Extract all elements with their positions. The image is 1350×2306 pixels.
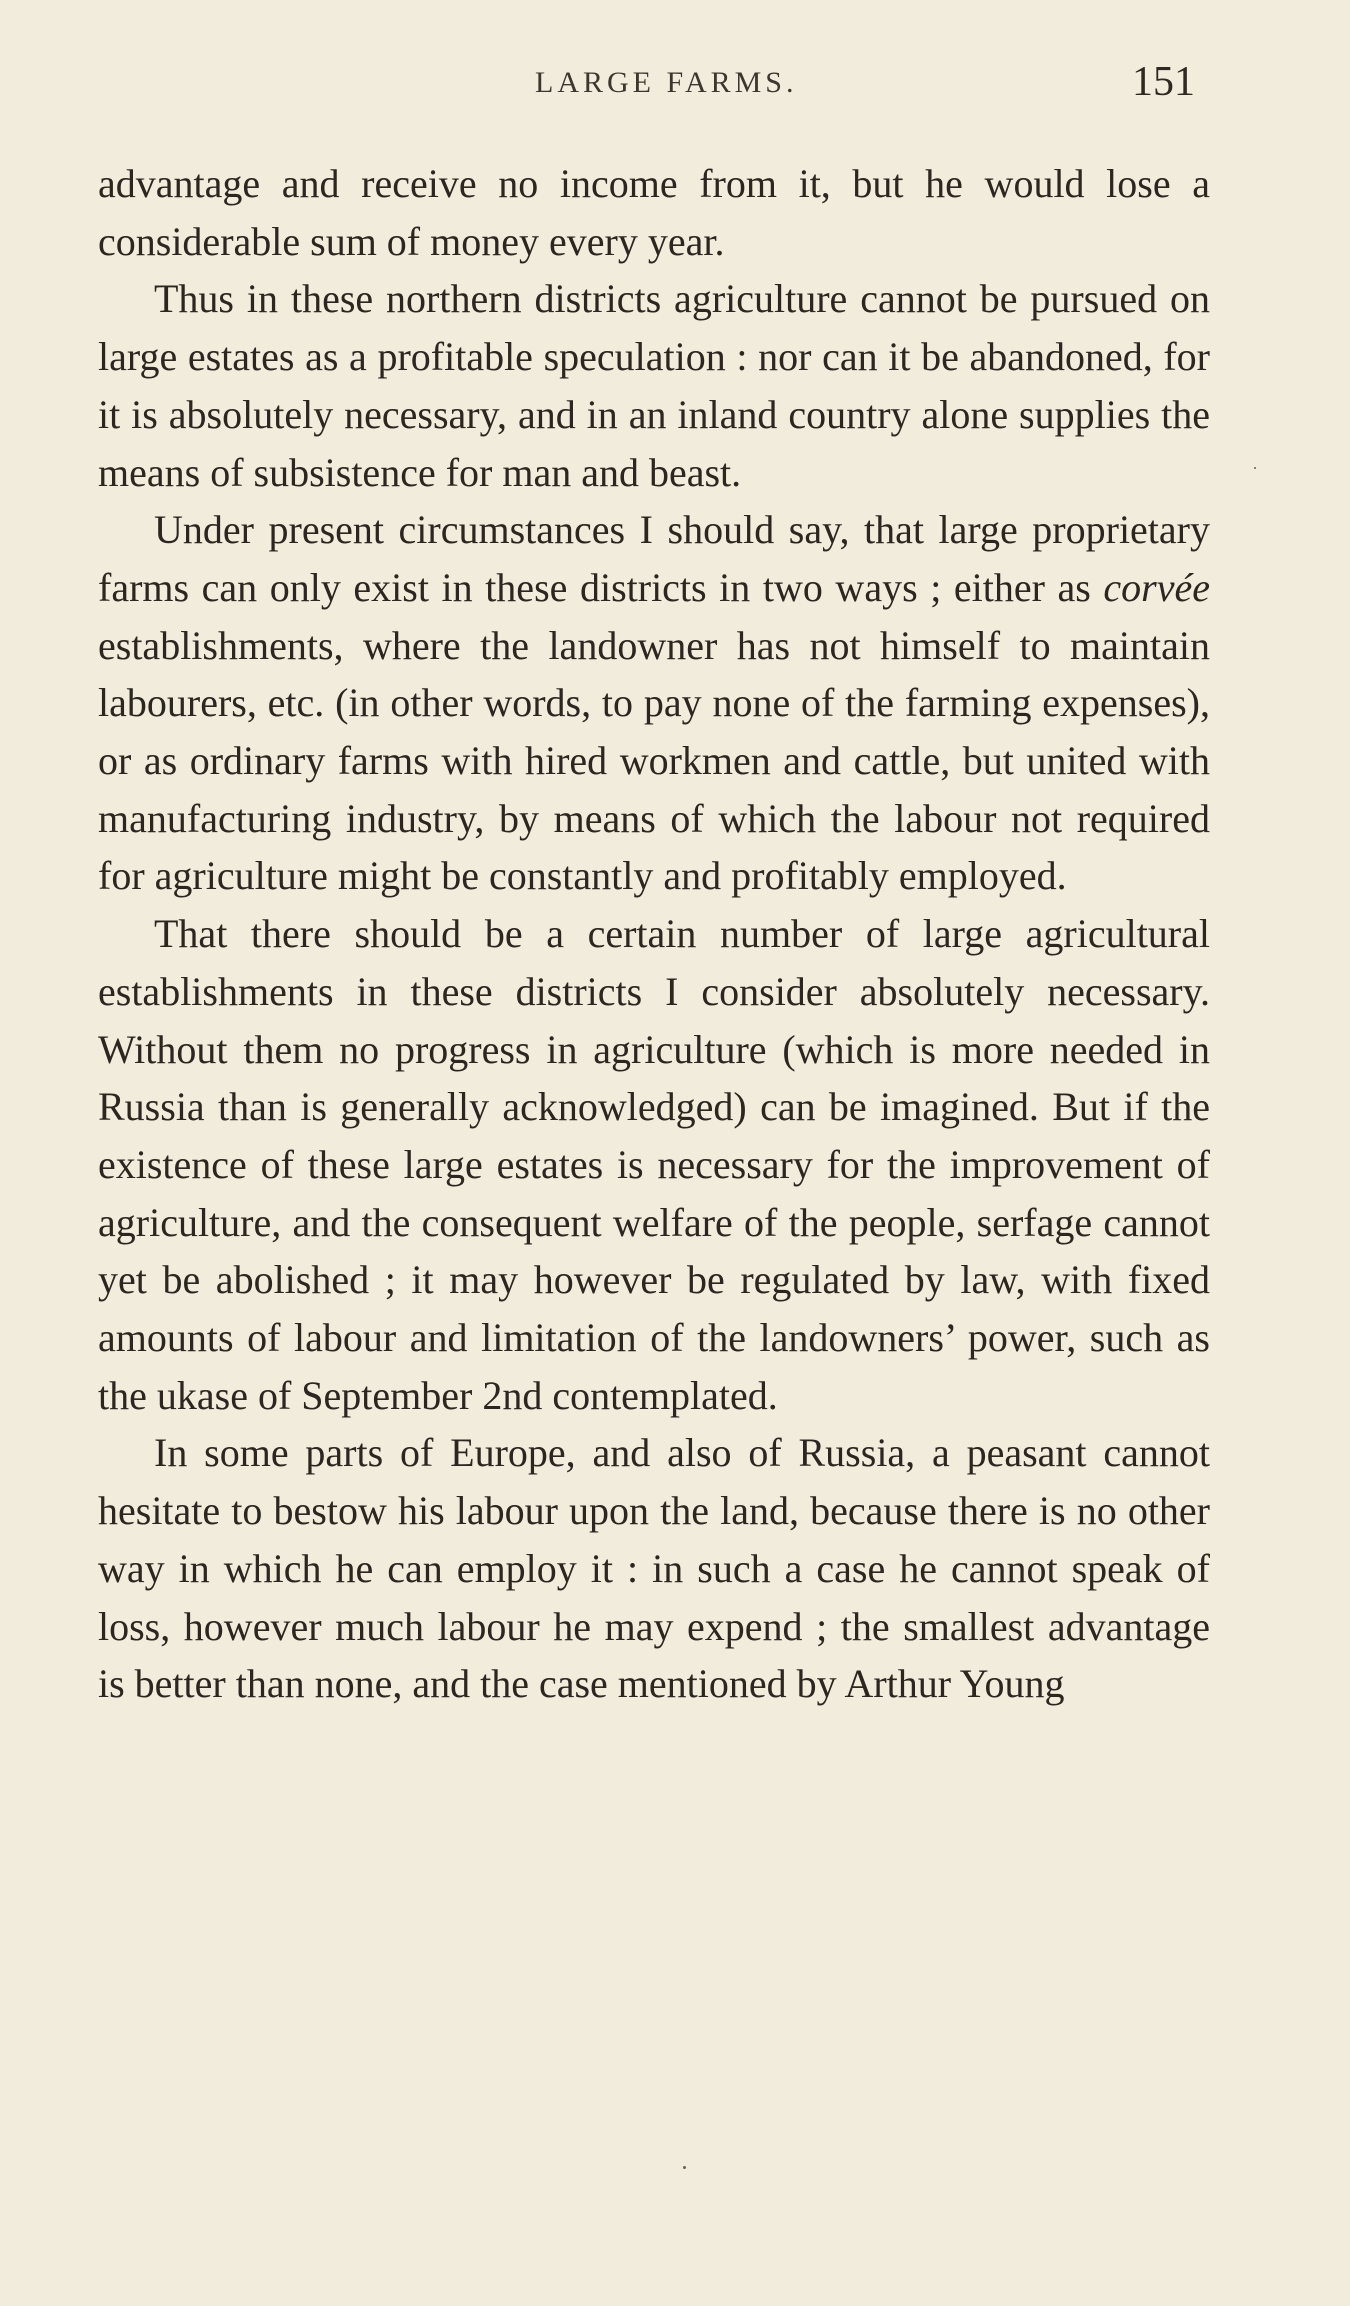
paragraph (98, 501, 1210, 905)
paragraph: That there should be a certain number of large agricultural establishments in these districts I consider absolutely necessary. Without them no progress in agriculture (which is more needed in Russia than is generally acknowledged) can be imagined. But if the existence of these large estates is necessary for the improvement of agriculture, and the consequent welfare of the people, serfage cannot yet be abolished ; it may however be regulated by law, with fixed amounts of labour and limitation of the landowners’ power, such as the ukase of September 2nd contemplated. (98, 911, 1210, 1418)
paragraph-continued: advantage and receive no income from it, but he would lose a considerable sum of money every year. (98, 161, 1210, 264)
paragraph: Thus in these northern districts agriculture cannot be pursued on large estates as a profitable speculation : nor can it be abandoned, for it is absolutely necessary, and in an inland country alone supplies the means of subsistence for man and beast. (98, 276, 1210, 495)
running-head: LARGE FARMS. (535, 66, 798, 99)
paper-speck (683, 2166, 686, 2169)
body-text (98, 155, 1210, 1713)
page-number: 151 (1132, 59, 1195, 105)
text-run: Under present circumstances I should say, that large proprietary farms can only exist in these districts in two ways ; either as (98, 507, 1210, 610)
paragraph: In some parts of Europe, and also of Russia, a peasant cannot hesitate to bestow his labour upon the land, because there is no other way in which he can employ it : in such a case he cannot speak of loss, however much labour he may expend ; the smallest advantage is better than none, and the case mentioned by Arthur Young (98, 1430, 1210, 1707)
italic-term: corvée (1103, 564, 1210, 610)
text-run: establishments, where the landowner has not himself to maintain labourers, etc. (in other words, to pay none of the farming expenses), or as ordinary farms with hired workmen and cattle, but united with manufacturing industry, by means of which the labour not required for agriculture might be constantly and profitably employed. (98, 622, 1210, 899)
paper-speck (1254, 467, 1256, 469)
